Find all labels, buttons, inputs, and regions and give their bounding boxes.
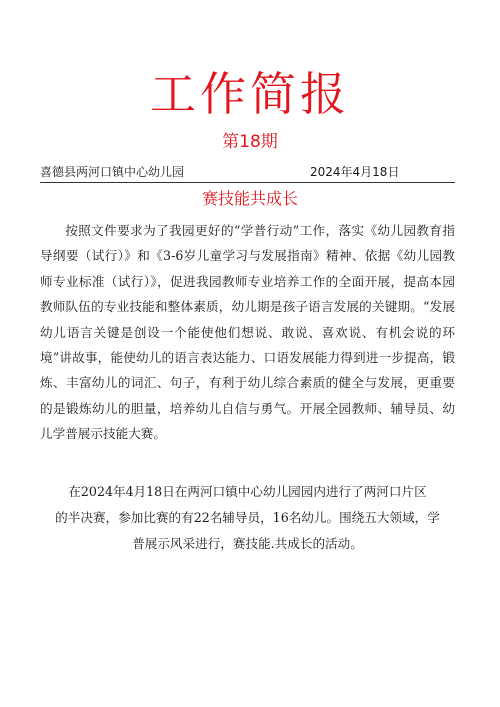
article-closing: [40, 479, 455, 557]
header-divider: [40, 182, 455, 183]
masthead-title: 工作简报: [150, 67, 350, 121]
publish-date: 2024年4月18日: [310, 165, 400, 179]
closing-line: 在2024年4月18日在两河口镇中心幼儿园园内进行了两河口片区: [68, 484, 427, 499]
article-body: 按照文件要求为了我园更好的“学普行动”工作，落实《幼儿园教育指导纲要（试行）》和《3-6岁儿童学习与发展指南》精神、依据《幼儿园教师专业标准（试行）》，促进我园教师专业培养工作的全面开展，提高本园教师队伍的专业技能和整体素质，幼儿期是孩子语言发展的关键期。“发展幼儿语言关键是创设一个能使他们想说、敢说、喜欢说、有机会说的环境”讲故事，能使幼儿的语言表达能力、口语发展能力得到进一步提高，锻炼、丰富幼儿的词汇、句子，有利于幼儿综合素质的健全与发展，更重要的是锻炼幼儿的胆量，培养幼儿自信与勇气。开展全园教师、辅导员、幼儿学普展示技能大赛。: [40, 223, 455, 442]
organization-name: 喜德县两河口镇中心幼儿园: [40, 165, 185, 179]
info-row: [40, 163, 455, 181]
issue-number: 第18期: [222, 132, 278, 152]
article-headline: 赛技能共成长: [201, 189, 298, 208]
closing-line: 普展示风采进行，赛技能.共成长的活动。: [132, 536, 363, 551]
closing-line: 的半决赛，参加比赛的有22名辅导员，16名幼儿。围绕五大领域，学: [55, 510, 440, 525]
